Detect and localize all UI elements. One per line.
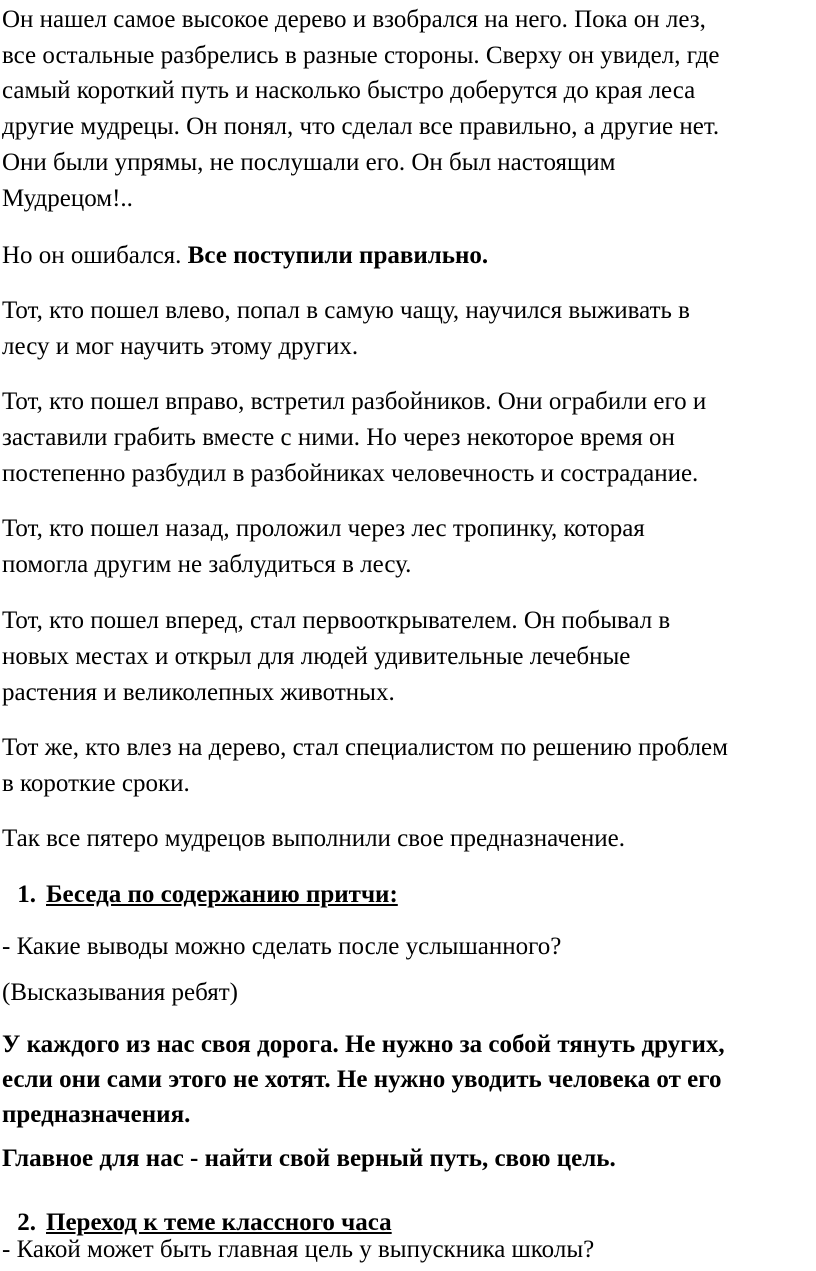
text-line bbox=[2, 238, 488, 274]
text-line: Тот, кто пошел вперед, стал первооткрывателем. Он побывал в bbox=[2, 607, 671, 634]
text-line: - Какой может быть главная цель у выпускника школы? bbox=[2, 1236, 595, 1263]
bold-text-line: У каждого из нас своя дорога. Не нужно за собой тянуть других, bbox=[2, 1031, 725, 1058]
text-normal: Но он ошибался. bbox=[2, 242, 188, 269]
text-line: постепенно разбудил в разбойниках человечность и сострадание. bbox=[2, 460, 699, 487]
text-line: заставили грабить вместе с ними. Но через некоторое время он bbox=[2, 424, 675, 451]
text-line: - Какие выводы можно сделать после услышанного? bbox=[2, 933, 562, 960]
text-line: все остальные разбрелись в разные стороны. Сверху он увидел, где bbox=[2, 42, 720, 69]
text-line: в короткие сроки. bbox=[2, 770, 190, 797]
text-line: (Высказывания ребят) bbox=[2, 979, 238, 1006]
text-line: Тот, кто пошел вправо, встретил разбойников. Они ограбили его и bbox=[2, 388, 707, 415]
text-bold: Все поступили правильно. bbox=[187, 242, 489, 269]
text-line: помогла другим не заблудиться в лесу. bbox=[2, 551, 412, 578]
bold-text-line: если они сами этого не хотят. Не нужно уводить человека от его bbox=[2, 1066, 722, 1093]
bold-text-line: Главное для нас - найти свой верный путь, свою цель. bbox=[2, 1145, 616, 1172]
list-number: 2. bbox=[17, 1209, 36, 1236]
text-line: Тот, кто пошел назад, проложил через лес тропинку, которая bbox=[2, 515, 645, 542]
text-line: Они были упрямы, не послушали его. Он был настоящим bbox=[2, 149, 616, 176]
text-line: Тот же, кто влез на дерево, стал специалистом по решению проблем bbox=[2, 734, 728, 761]
text-line: Мудрецом!.. bbox=[2, 185, 133, 212]
text-line: новых местах и открыл для людей удивительные лечебные bbox=[2, 643, 631, 670]
bold-text-line: предназначения. bbox=[2, 1101, 191, 1128]
heading-text: Переход к теме классного часа bbox=[46, 1209, 392, 1236]
text-line: лесу и мог научить этому других. bbox=[2, 333, 359, 360]
text-line: другие мудрецы. Он понял, что сделал все правильно, а другие нет. bbox=[2, 113, 720, 140]
text-line: растения и великолепных животных. bbox=[2, 679, 395, 706]
text-line: Тот, кто пошел влево, попал в самую чащу, научился выживать в bbox=[2, 297, 690, 324]
text-line: Так все пятеро мудрецов выполнили свое предназначение. bbox=[2, 825, 626, 852]
heading-text: Беседа по содержанию притчи: bbox=[46, 881, 398, 908]
list-number: 1. bbox=[17, 881, 36, 908]
section-heading-1 bbox=[8, 877, 398, 913]
text-line: самый короткий путь и насколько быстро доберутся до края леса bbox=[2, 77, 696, 104]
text-line: Он нашел самое высокое дерево и взобрался на него. Пока он лез, bbox=[2, 6, 706, 33]
